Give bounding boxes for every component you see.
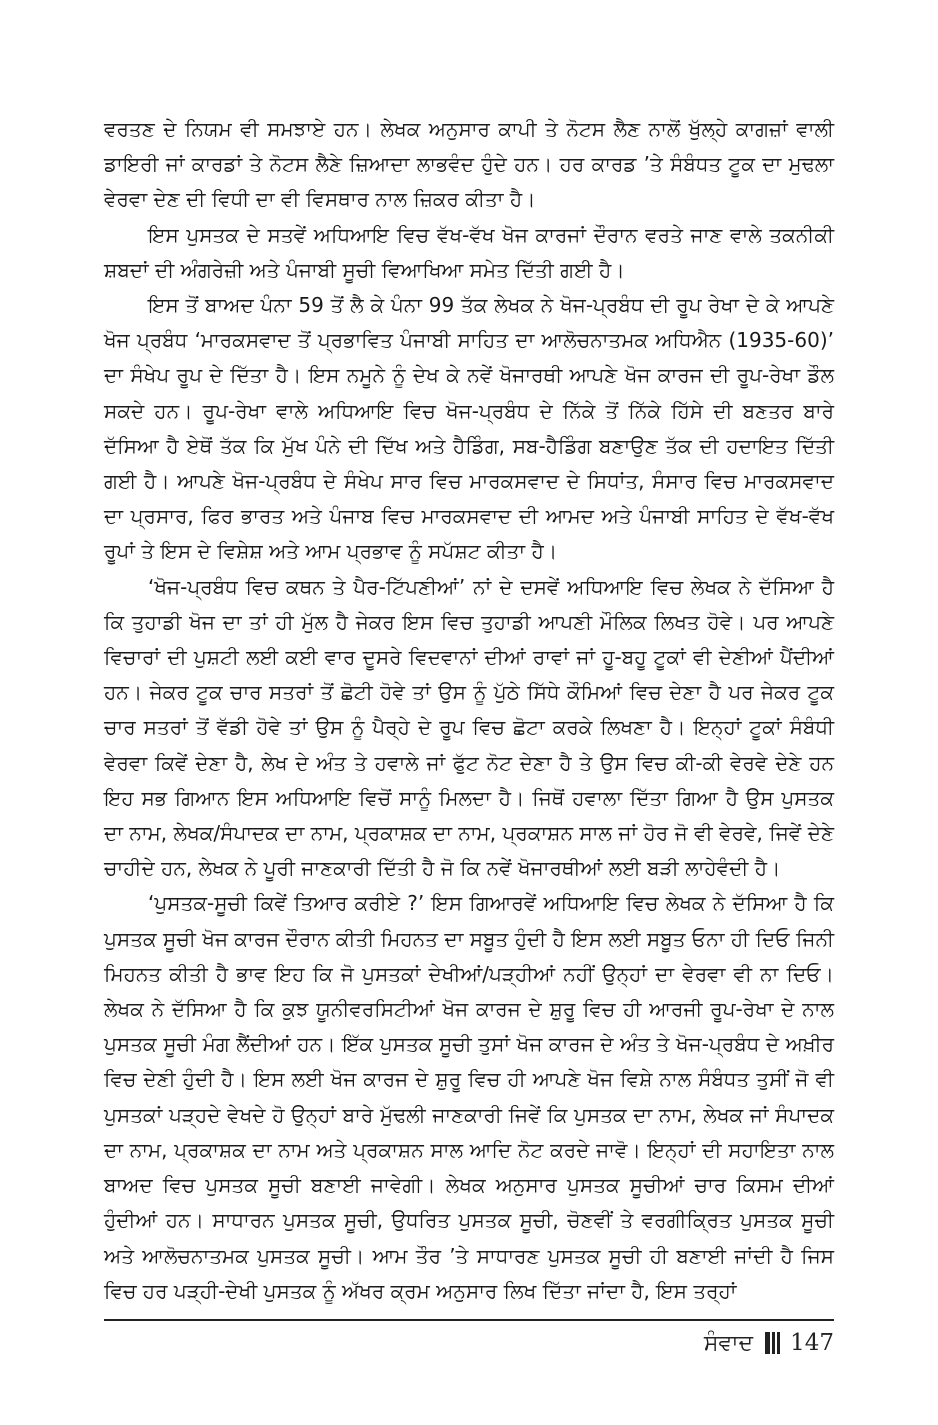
paragraph-glossary: ਇਸ ਪੁਸਤਕ ਦੇ ਸਤਵੇਂ ਅਧਿਆਇ ਵਿਚ ਵੱਖ-ਵੱਖ ਖੋਜ ਕਾਰਜਾਂ ਦੌਰਾਨ ਵਰਤੇ ਜਾਣ ਵਾਲੇ ਤਕਨੀਕੀ ਸ਼ਬਦਾਂ ਦੀ ਅੰਗਰੇਜ਼ੀ ਅਤੇ ਪੰਜਾਬੀ ਸੂਚੀ ਵਿਆਖਿਆ ਸਮੇਤ ਦਿੱਤੀ ਗਈ ਹੈ।	[104, 222, 834, 282]
running-title: ਸੰਵਾਦ	[703, 1330, 754, 1356]
ornament-bar	[772, 1332, 775, 1354]
body-text	[104, 112, 834, 1309]
page-footer	[704, 1330, 834, 1356]
paragraph-footnotes: ‘ਖੋਜ-ਪ੍ਰਬੰਧ ਵਿਚ ਕਥਨ ਤੇ ਪੈਰ-ਟਿੱਪਣੀਆਂ’ ਨਾਂ ਦੇ ਦਸਵੇਂ ਅਧਿਆਇ ਵਿਚ ਲੇਖਕ ਨੇ ਦੱਸਿਆ ਹੈ ਕਿ ਤੁਹਾਡੀ ਖੋਜ ਦਾ ਤਾਂ ਹੀ ਮੁੱਲ ਹੈ ਜੇਕਰ ਇਸ ਵਿਚ ਤੁਹਾਡੀ ਆਪਣੀ ਮੌਲਿਕ ਲਿਖਤ ਹੋਵੇ। ਪਰ ਆਪਣੇ ਵਿਚਾਰਾਂ ਦੀ ਪੁਸ਼ਟੀ ਲਈ ਕਈ ਵਾਰ ਦੂਸਰੇ ਵਿਦਵਾਨਾਂ ਦੀਆਂ ਰਾਵਾਂ ਜਾਂ ਹੂ-ਬਹੂ ਟੂਕਾਂ ਵੀ ਦੇਣੀਆਂ ਪੈਂਦੀਆਂ ਹਨ। ਜੇਕਰ ਟੂਕ ਚਾਰ ਸਤਰਾਂ ਤੋਂ ਛੋਟੀ ਹੋਵੇ ਤਾਂ ਉਸ ਨੂੰ ਪੁੱਠੇ ਸਿੱਧੇ ਕੌਮਿਆਂ ਵਿਚ ਦੇਣਾ ਹੈ ਪਰ ਜੇਕਰ ਟੂਕ ਚਾਰ ਸਤਰਾਂ ਤੋਂ ਵੱਡੀ ਹੋਵੇ ਤਾਂ ਉਸ ਨੂੰ ਪੈਰ੍ਹੇ ਦੇ ਰੂਪ ਵਿਚ ਛੋਟਾ ਕਰਕੇ ਲਿਖਣਾ ਹੈ। ਇਨ੍ਹਾਂ ਟੂਕਾਂ ਸੰਬੰਧੀ ਵੇਰਵਾ ਕਿਵੇਂ ਦੇਣਾ ਹੈ, ਲੇਖ ਦੇ ਅੰਤ ਤੇ ਹਵਾਲੇ ਜਾਂ ਫੁੱਟ ਨੋਟ ਦੇਣਾ ਹੈ ਤੇ ਉਸ ਵਿਚ ਕੀ-ਕੀ ਵੇਰਵੇ ਦੇਣੇ ਹਨ ਇਹ ਸਭ ਗਿਆਨ ਇਸ ਅਧਿਆਇ ਵਿਚੋਂ ਸਾਨੂੰ ਮਿਲਦਾ ਹੈ। ਜਿਥੋਂ ਹਵਾਲਾ ਦਿੱਤਾ ਗਿਆ ਹੈ ਉਸ ਪੁਸਤਕ ਦਾ ਨਾਮ, ਲੇਖਕ/ਸੰਪਾਦਕ ਦਾ ਨਾਮ, ਪ੍ਰਕਾਸ਼ਕ ਦਾ ਨਾਮ, ਪ੍ਰਕਾਸ਼ਨ ਸਾਲ ਜਾਂ ਹੋਰ ਜੋ ਵੀ ਵੇਰਵੇ, ਜਿਵੇਂ ਦੇਣੇ ਚਾਹੀਦੇ ਹਨ, ਲੇਖਕ ਨੇ ਪੂਰੀ ਜਾਣਕਾਰੀ ਦਿੱਤੀ ਹੈ ਜੋ ਕਿ ਨਵੇਂ ਖੋਜਾਰਥੀਆਂ ਲਈ ਬੜੀ ਲਾਹੇਵੰਦੀ ਹੈ।	[104, 574, 834, 881]
paragraph-outline: ਇਸ ਤੋਂ ਬਾਅਦ ਪੰਨਾ 59 ਤੋਂ ਲੈ ਕੇ ਪੰਨਾ 99 ਤੱਕ ਲੇਖਕ ਨੇ ਖੋਜ-ਪ੍ਰਬੰਧ ਦੀ ਰੂਪ ਰੇਖਾ ਦੇ ਕੇ ਆਪਣੇ ਖੋਜ ਪ੍ਰਬੰਧ ‘ਮਾਰਕਸਵਾਦ ਤੋਂ ਪ੍ਰਭਾਵਿਤ ਪੰਜਾਬੀ ਸਾਹਿਤ ਦਾ ਆਲੋਚਨਾਤਮਕ ਅਧਿਐਨ (1935-60)’ ਦਾ ਸੰਖੇਪ ਰੂਪ ਦੇ ਦਿੱਤਾ ਹੈ। ਇਸ ਨਮੂਨੇ ਨੂੰ ਦੇਖ ਕੇ ਨਵੇਂ ਖੋਜਾਰਥੀ ਆਪਣੇ ਖੋਜ ਕਾਰਜ ਦੀ ਰੂਪ-ਰੇਖਾ ਡੌਲ ਸਕਦੇ ਹਨ। ਰੂਪ-ਰੇਖਾ ਵਾਲੇ ਅਧਿਆਇ ਵਿਚ ਖੋਜ-ਪ੍ਰਬੰਧ ਦੇ ਨਿੱਕੇ ਤੋਂ ਨਿੱਕੇ ਹਿੱਸੇ ਦੀ ਬਣਤਰ ਬਾਰੇ ਦੱਸਿਆ ਹੈ ਏਥੋਂ ਤੱਕ ਕਿ ਮੁੱਖ ਪੰਨੇ ਦੀ ਦਿੱਖ ਅਤੇ ਹੈਡਿੰਗ, ਸਬ-ਹੈਡਿੰਗ ਬਣਾਉਣ ਤੱਕ ਦੀ ਹਦਾਇਤ ਦਿੱਤੀ ਗਈ ਹੈ। ਆਪਣੇ ਖੋਜ-ਪ੍ਰਬੰਧ ਦੇ ਸੰਖੇਪ ਸਾਰ ਵਿਚ ਮਾਰਕਸਵਾਦ ਦੇ ਸਿਧਾਂਤ, ਸੰਸਾਰ ਵਿਚ ਮਾਰਕਸਵਾਦ ਦਾ ਪ੍ਰਸਾਰ, ਫਿਰ ਭਾਰਤ ਅਤੇ ਪੰਜਾਬ ਵਿਚ ਮਾਰਕਸਵਾਦ ਦੀ ਆਮਦ ਅਤੇ ਪੰਜਾਬੀ ਸਾਹਿਤ ਦੇ ਵੱਖ-ਵੱਖ ਰੂਪਾਂ ਤੇ ਇਸ ਦੇ ਵਿਸ਼ੇਸ਼ ਅਤੇ ਆਮ ਪ੍ਰਭਾਵ ਨੂੰ ਸਪੱਸ਼ਟ ਕੀਤਾ ਹੈ।	[104, 293, 834, 564]
footer-rule	[104, 1319, 834, 1321]
paragraph-continued: ਵਰਤਣ ਦੇ ਨਿਯਮ ਵੀ ਸਮਝਾਏ ਹਨ। ਲੇਖਕ ਅਨੁਸਾਰ ਕਾਪੀ ਤੇ ਨੋਟਸ ਲੈਣ ਨਾਲੋਂ ਖੁੱਲ੍ਹੇ ਕਾਗਜ਼ਾਂ ਵਾਲੀ ਡਾਇਰੀ ਜਾਂ ਕਾਰਡਾਂ ਤੇ ਨੋਟਸ ਲੈਣੇ ਜ਼ਿਆਦਾ ਲਾਭਵੰਦ ਹੁੰਦੇ ਹਨ। ਹਰ ਕਾਰਡ ’ਤੇ ਸੰਬੰਧਤ ਟੂਕ ਦਾ ਮੁਢਲਾ ਵੇਰਵਾ ਦੇਣ ਦੀ ਵਿਧੀ ਦਾ ਵੀ ਵਿਸਥਾਰ ਨਾਲ ਜ਼ਿਕਰ ਕੀਤਾ ਹੈ।	[104, 117, 834, 212]
ornament-bar	[765, 1332, 770, 1354]
ornament-bars-icon	[765, 1332, 780, 1354]
paragraph-bibliography: ‘ਪੁਸਤਕ-ਸੂਚੀ ਕਿਵੇਂ ਤਿਆਰ ਕਰੀਏ ?’ ਇਸ ਗਿਆਰਵੇਂ ਅਧਿਆਇ ਵਿਚ ਲੇਖਕ ਨੇ ਦੱਸਿਆ ਹੈ ਕਿ ਪੁਸਤਕ ਸੂਚੀ ਖੋਜ ਕਾਰਜ ਦੌਰਾਨ ਕੀਤੀ ਮਿਹਨਤ ਦਾ ਸਬੂਤ ਹੁੰਦੀ ਹੈ ਇਸ ਲਈ ਸਬੂਤ ਓਨਾ ਹੀ ਦਿਓ ਜਿਨੀ ਮਿਹਨਤ ਕੀਤੀ ਹੈ ਭਾਵ ਇਹ ਕਿ ਜੋ ਪੁਸਤਕਾਂ ਦੇਖੀਆਂ/ਪੜ੍ਹੀਆਂ ਨਹੀਂ ਉਨ੍ਹਾਂ ਦਾ ਵੇਰਵਾ ਵੀ ਨਾ ਦਿਓ। ਲੇਖਕ ਨੇ ਦੱਸਿਆ ਹੈ ਕਿ ਕੁਝ ਯੂਨੀਵਰਸਿਟੀਆਂ ਖੋਜ ਕਾਰਜ ਦੇ ਸ਼ੁਰੂ ਵਿਚ ਹੀ ਆਰਜੀ ਰੂਪ-ਰੇਖਾ ਦੇ ਨਾਲ ਪੁਸਤਕ ਸੂਚੀ ਮੰਗ ਲੈਂਦੀਆਂ ਹਨ। ਇੱਕ ਪੁਸਤਕ ਸੂਚੀ ਤੁਸਾਂ ਖੋਜ ਕਾਰਜ ਦੇ ਅੰਤ ਤੇ ਖੋਜ-ਪ੍ਰਬੰਧ ਦੇ ਅਖ਼ੀਰ ਵਿਚ ਦੇਣੀ ਹੁੰਦੀ ਹੈ। ਇਸ ਲਈ ਖੋਜ ਕਾਰਜ ਦੇ ਸ਼ੁਰੂ ਵਿਚ ਹੀ ਆਪਣੇ ਖੋਜ ਵਿਸ਼ੇ ਨਾਲ ਸੰਬੰਧਤ ਤੁਸੀਂ ਜੋ ਵੀ ਪੁਸਤਕਾਂ ਪੜ੍ਹਦੇ ਵੇਖਦੇ ਹੋ ਉਨ੍ਹਾਂ ਬਾਰੇ ਮੁੱਢਲੀ ਜਾਣਕਾਰੀ ਜਿਵੇਂ ਕਿ ਪੁਸਤਕ ਦਾ ਨਾਮ, ਲੇਖਕ ਜਾਂ ਸੰਪਾਦਕ ਦਾ ਨਾਮ, ਪ੍ਰਕਾਸ਼ਕ ਦਾ ਨਾਮ ਅਤੇ ਪ੍ਰਕਾਸ਼ਨ ਸਾਲ ਆਦਿ ਨੋਟ ਕਰਦੇ ਜਾਵੋ। ਇਨ੍ਹਾਂ ਦੀ ਸਹਾਇਤਾ ਨਾਲ ਬਾਅਦ ਵਿਚ ਪੁਸਤਕ ਸੂਚੀ ਬਣਾਈ ਜਾਵੇਗੀ। ਲੇਖਕ ਅਨੁਸਾਰ ਪੁਸਤਕ ਸੂਚੀਆਂ ਚਾਰ ਕਿਸਮ ਦੀਆਂ ਹੁੰਦੀਆਂ ਹਨ। ਸਾਧਾਰਨ ਪੁਸਤਕ ਸੂਚੀ, ਉਧਰਿਤ ਪੁਸਤਕ ਸੂਚੀ, ਚੋਣਵੀਂ ਤੇ ਵਰਗੀਕ੍ਰਿਤ ਪੁਸਤਕ ਸੂਚੀ ਅਤੇ ਆਲੋਚਨਾਤਮਕ ਪੁਸਤਕ ਸੂਚੀ। ਆਮ ਤੌਰ ’ਤੇ ਸਾਧਾਰਣ ਪੁਸਤਕ ਸੂਚੀ ਹੀ ਬਣਾਈ ਜਾਂਦੀ ਹੈ ਜਿਸ ਵਿਚ ਹਰ ਪੜ੍ਹੀ-ਦੇਖੀ ਪੁਸਤਕ ਨੂੰ ਅੱਖਰ ਕ੍ਰਮ ਅਨੁਸਾਰ ਲਿਖ ਦਿੱਤਾ ਜਾਂਦਾ ਹੈ, ਇਸ ਤਰ੍ਹਾਂ	[104, 891, 834, 1303]
ornament-bar	[777, 1332, 780, 1354]
page-number: 147	[790, 1330, 834, 1356]
